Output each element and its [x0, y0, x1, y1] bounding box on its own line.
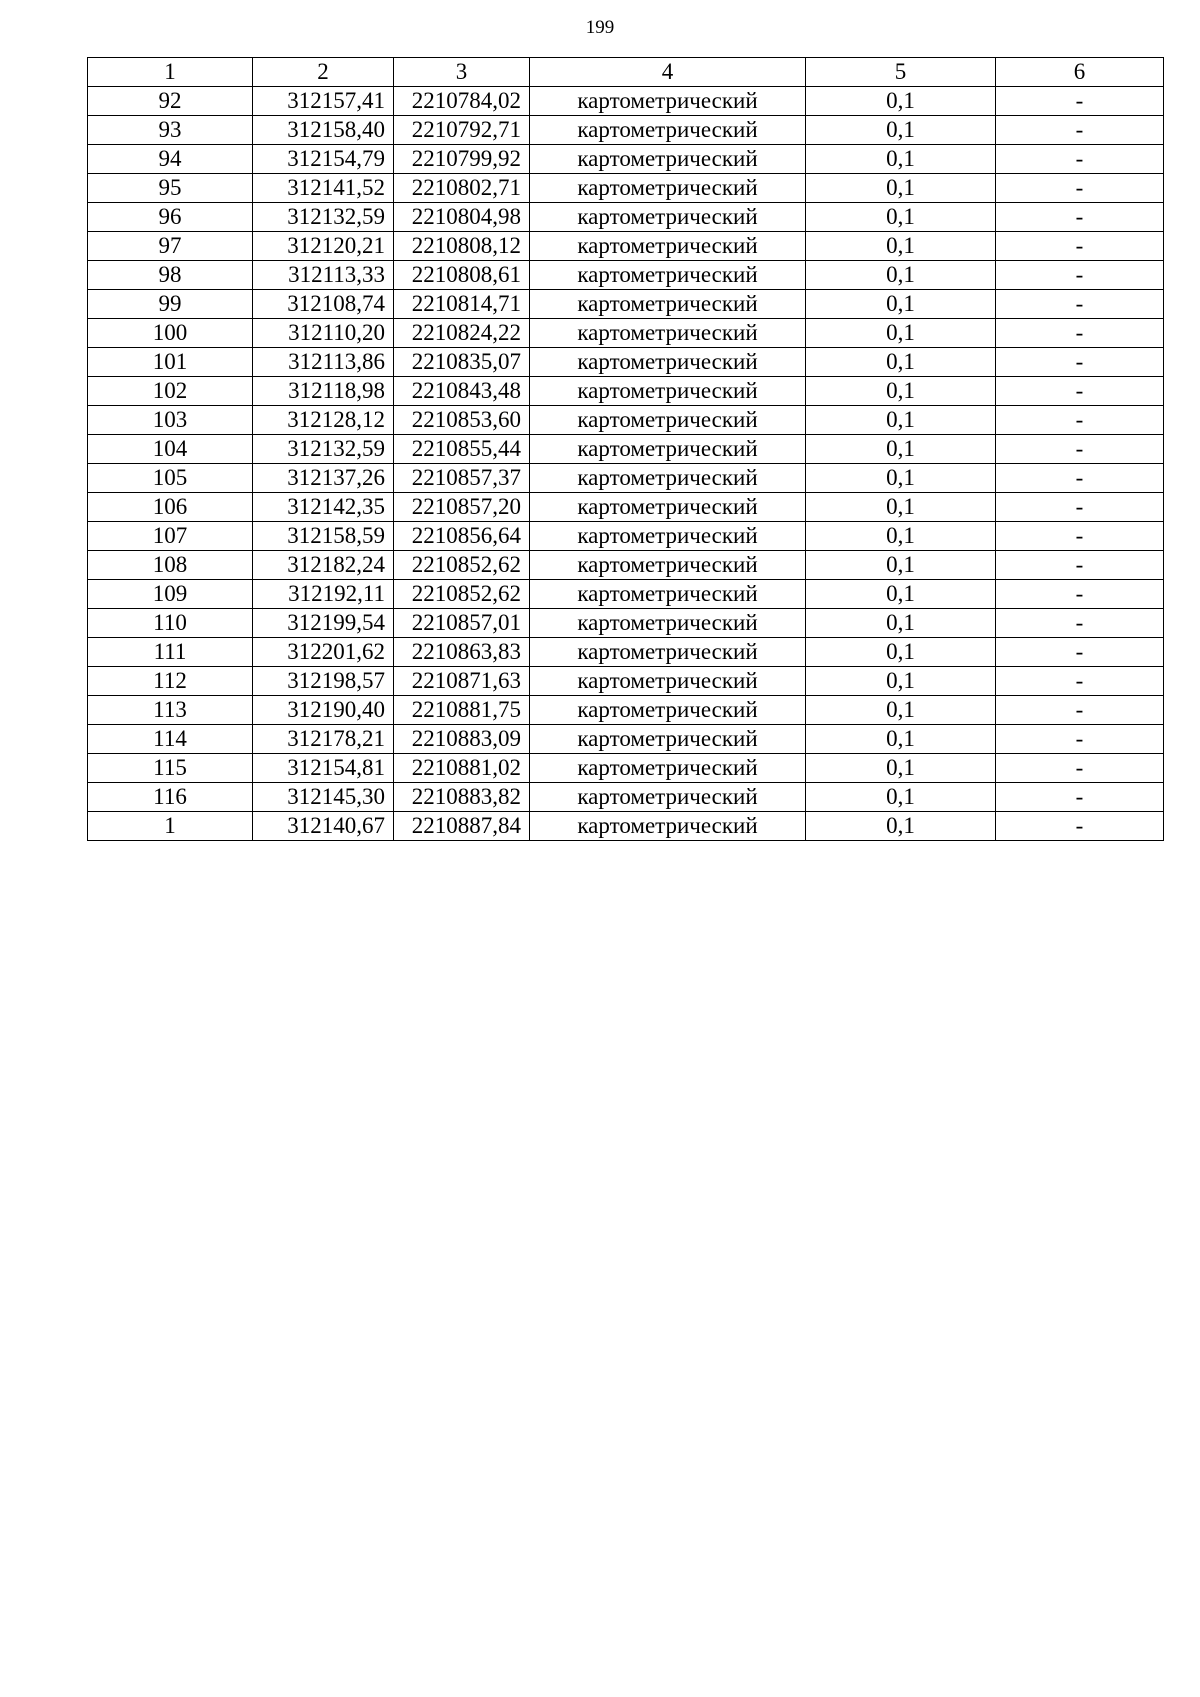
y-coordinate-cell: 2210804,98 [394, 203, 530, 232]
note-cell: - [996, 377, 1164, 406]
x-coordinate-cell: 312108,74 [253, 290, 394, 319]
error-cell: 0,1 [806, 203, 996, 232]
y-coordinate-cell: 2210871,63 [394, 667, 530, 696]
point-number-cell: 100 [88, 319, 253, 348]
x-coordinate-cell: 312201,62 [253, 638, 394, 667]
y-coordinate-cell: 2210814,71 [394, 290, 530, 319]
x-coordinate-cell: 312157,41 [253, 87, 394, 116]
note-cell: - [996, 203, 1164, 232]
error-cell: 0,1 [806, 261, 996, 290]
note-cell: - [996, 116, 1164, 145]
x-coordinate-cell: 312113,86 [253, 348, 394, 377]
point-number-cell: 113 [88, 696, 253, 725]
y-coordinate-cell: 2210792,71 [394, 116, 530, 145]
table-row [88, 145, 1164, 174]
table-row [88, 319, 1164, 348]
x-coordinate-cell: 312113,33 [253, 261, 394, 290]
point-number-cell: 93 [88, 116, 253, 145]
x-coordinate-cell: 312142,35 [253, 493, 394, 522]
y-coordinate-cell: 2210857,37 [394, 464, 530, 493]
y-coordinate-cell: 2210881,02 [394, 754, 530, 783]
point-number-cell: 107 [88, 522, 253, 551]
table-row [88, 667, 1164, 696]
note-cell: - [996, 783, 1164, 812]
error-cell: 0,1 [806, 638, 996, 667]
error-cell: 0,1 [806, 754, 996, 783]
y-coordinate-cell: 2210853,60 [394, 406, 530, 435]
point-number-cell: 102 [88, 377, 253, 406]
error-cell: 0,1 [806, 232, 996, 261]
note-cell: - [996, 464, 1164, 493]
x-coordinate-cell: 312178,21 [253, 725, 394, 754]
method-cell: картометрический [530, 116, 806, 145]
method-cell: картометрический [530, 406, 806, 435]
x-coordinate-cell: 312182,24 [253, 551, 394, 580]
y-coordinate-cell: 2210843,48 [394, 377, 530, 406]
table-row [88, 377, 1164, 406]
table-row [88, 609, 1164, 638]
point-number-cell: 94 [88, 145, 253, 174]
table-row [88, 725, 1164, 754]
point-number-cell: 105 [88, 464, 253, 493]
y-coordinate-cell: 2210808,12 [394, 232, 530, 261]
error-cell: 0,1 [806, 406, 996, 435]
method-cell: картометрический [530, 319, 806, 348]
x-coordinate-cell: 312145,30 [253, 783, 394, 812]
method-cell: картометрический [530, 551, 806, 580]
method-cell: картометрический [530, 812, 806, 841]
note-cell: - [996, 87, 1164, 116]
x-coordinate-cell: 312110,20 [253, 319, 394, 348]
note-cell: - [996, 435, 1164, 464]
table-header-row [88, 58, 1164, 87]
error-cell: 0,1 [806, 348, 996, 377]
x-coordinate-cell: 312154,79 [253, 145, 394, 174]
error-cell: 0,1 [806, 725, 996, 754]
method-cell: картометрический [530, 435, 806, 464]
table-row [88, 116, 1164, 145]
point-number-cell: 101 [88, 348, 253, 377]
method-cell: картометрический [530, 696, 806, 725]
x-coordinate-cell: 312192,11 [253, 580, 394, 609]
coordinates-table [87, 57, 1164, 841]
error-cell: 0,1 [806, 493, 996, 522]
method-cell: картометрический [530, 232, 806, 261]
method-cell: картометрический [530, 464, 806, 493]
header-cell-6: 6 [996, 58, 1164, 87]
table-row [88, 87, 1164, 116]
error-cell: 0,1 [806, 580, 996, 609]
note-cell: - [996, 638, 1164, 667]
note-cell: - [996, 754, 1164, 783]
method-cell: картометрический [530, 261, 806, 290]
table-row [88, 464, 1164, 493]
x-coordinate-cell: 312120,21 [253, 232, 394, 261]
method-cell: картометрический [530, 522, 806, 551]
point-number-cell: 96 [88, 203, 253, 232]
x-coordinate-cell: 312198,57 [253, 667, 394, 696]
error-cell: 0,1 [806, 87, 996, 116]
y-coordinate-cell: 2210799,92 [394, 145, 530, 174]
error-cell: 0,1 [806, 522, 996, 551]
table-row [88, 290, 1164, 319]
x-coordinate-cell: 312132,59 [253, 203, 394, 232]
point-number-cell: 112 [88, 667, 253, 696]
point-number-cell: 1 [88, 812, 253, 841]
table-row [88, 696, 1164, 725]
point-number-cell: 109 [88, 580, 253, 609]
method-cell: картометрический [530, 609, 806, 638]
x-coordinate-cell: 312158,40 [253, 116, 394, 145]
table-row [88, 261, 1164, 290]
note-cell: - [996, 580, 1164, 609]
error-cell: 0,1 [806, 609, 996, 638]
y-coordinate-cell: 2210857,01 [394, 609, 530, 638]
method-cell: картометрический [530, 493, 806, 522]
error-cell: 0,1 [806, 783, 996, 812]
method-cell: картометрический [530, 348, 806, 377]
point-number-cell: 92 [88, 87, 253, 116]
method-cell: картометрический [530, 667, 806, 696]
x-coordinate-cell: 312190,40 [253, 696, 394, 725]
x-coordinate-cell: 312128,12 [253, 406, 394, 435]
y-coordinate-cell: 2210808,61 [394, 261, 530, 290]
method-cell: картометрический [530, 377, 806, 406]
y-coordinate-cell: 2210857,20 [394, 493, 530, 522]
note-cell: - [996, 812, 1164, 841]
table-row [88, 232, 1164, 261]
note-cell: - [996, 725, 1164, 754]
method-cell: картометрический [530, 754, 806, 783]
point-number-cell: 115 [88, 754, 253, 783]
point-number-cell: 114 [88, 725, 253, 754]
method-cell: картометрический [530, 290, 806, 319]
error-cell: 0,1 [806, 435, 996, 464]
method-cell: картометрический [530, 580, 806, 609]
point-number-cell: 95 [88, 174, 253, 203]
table-row [88, 348, 1164, 377]
x-coordinate-cell: 312141,52 [253, 174, 394, 203]
x-coordinate-cell: 312140,67 [253, 812, 394, 841]
table-row [88, 754, 1164, 783]
method-cell: картометрический [530, 87, 806, 116]
method-cell: картометрический [530, 783, 806, 812]
table-row [88, 638, 1164, 667]
point-number-cell: 97 [88, 232, 253, 261]
y-coordinate-cell: 2210855,44 [394, 435, 530, 464]
table-row [88, 522, 1164, 551]
x-coordinate-cell: 312199,54 [253, 609, 394, 638]
table-row [88, 551, 1164, 580]
x-coordinate-cell: 312154,81 [253, 754, 394, 783]
note-cell: - [996, 348, 1164, 377]
point-number-cell: 104 [88, 435, 253, 464]
table-row [88, 812, 1164, 841]
y-coordinate-cell: 2210852,62 [394, 551, 530, 580]
point-number-cell: 99 [88, 290, 253, 319]
error-cell: 0,1 [806, 667, 996, 696]
table-row [88, 493, 1164, 522]
error-cell: 0,1 [806, 174, 996, 203]
y-coordinate-cell: 2210856,64 [394, 522, 530, 551]
note-cell: - [996, 696, 1164, 725]
y-coordinate-cell: 2210852,62 [394, 580, 530, 609]
note-cell: - [996, 667, 1164, 696]
point-number-cell: 103 [88, 406, 253, 435]
method-cell: картометрический [530, 725, 806, 754]
point-number-cell: 116 [88, 783, 253, 812]
note-cell: - [996, 406, 1164, 435]
method-cell: картометрический [530, 203, 806, 232]
note-cell: - [996, 290, 1164, 319]
header-cell-2: 2 [253, 58, 394, 87]
header-cell-4: 4 [530, 58, 806, 87]
y-coordinate-cell: 2210881,75 [394, 696, 530, 725]
point-number-cell: 98 [88, 261, 253, 290]
method-cell: картометрический [530, 174, 806, 203]
y-coordinate-cell: 2210784,02 [394, 87, 530, 116]
error-cell: 0,1 [806, 319, 996, 348]
table-row [88, 783, 1164, 812]
header-cell-5: 5 [806, 58, 996, 87]
x-coordinate-cell: 312118,98 [253, 377, 394, 406]
y-coordinate-cell: 2210883,82 [394, 783, 530, 812]
note-cell: - [996, 145, 1164, 174]
y-coordinate-cell: 2210835,07 [394, 348, 530, 377]
error-cell: 0,1 [806, 377, 996, 406]
x-coordinate-cell: 312132,59 [253, 435, 394, 464]
error-cell: 0,1 [806, 551, 996, 580]
point-number-cell: 110 [88, 609, 253, 638]
error-cell: 0,1 [806, 464, 996, 493]
y-coordinate-cell: 2210802,71 [394, 174, 530, 203]
table-row [88, 580, 1164, 609]
note-cell: - [996, 609, 1164, 638]
note-cell: - [996, 261, 1164, 290]
table-body [88, 58, 1164, 841]
header-cell-3: 3 [394, 58, 530, 87]
point-number-cell: 111 [88, 638, 253, 667]
note-cell: - [996, 174, 1164, 203]
x-coordinate-cell: 312137,26 [253, 464, 394, 493]
table-row [88, 406, 1164, 435]
table-row [88, 174, 1164, 203]
error-cell: 0,1 [806, 116, 996, 145]
error-cell: 0,1 [806, 696, 996, 725]
note-cell: - [996, 522, 1164, 551]
table-row [88, 203, 1164, 232]
method-cell: картометрический [530, 145, 806, 174]
header-cell-1: 1 [88, 58, 253, 87]
note-cell: - [996, 493, 1164, 522]
x-coordinate-cell: 312158,59 [253, 522, 394, 551]
point-number-cell: 106 [88, 493, 253, 522]
note-cell: - [996, 232, 1164, 261]
error-cell: 0,1 [806, 290, 996, 319]
method-cell: картометрический [530, 638, 806, 667]
page-number: 199 [585, 17, 615, 38]
y-coordinate-cell: 2210863,83 [394, 638, 530, 667]
point-number-cell: 108 [88, 551, 253, 580]
table-row [88, 435, 1164, 464]
y-coordinate-cell: 2210887,84 [394, 812, 530, 841]
note-cell: - [996, 319, 1164, 348]
y-coordinate-cell: 2210883,09 [394, 725, 530, 754]
y-coordinate-cell: 2210824,22 [394, 319, 530, 348]
error-cell: 0,1 [806, 145, 996, 174]
error-cell: 0,1 [806, 812, 996, 841]
note-cell: - [996, 551, 1164, 580]
